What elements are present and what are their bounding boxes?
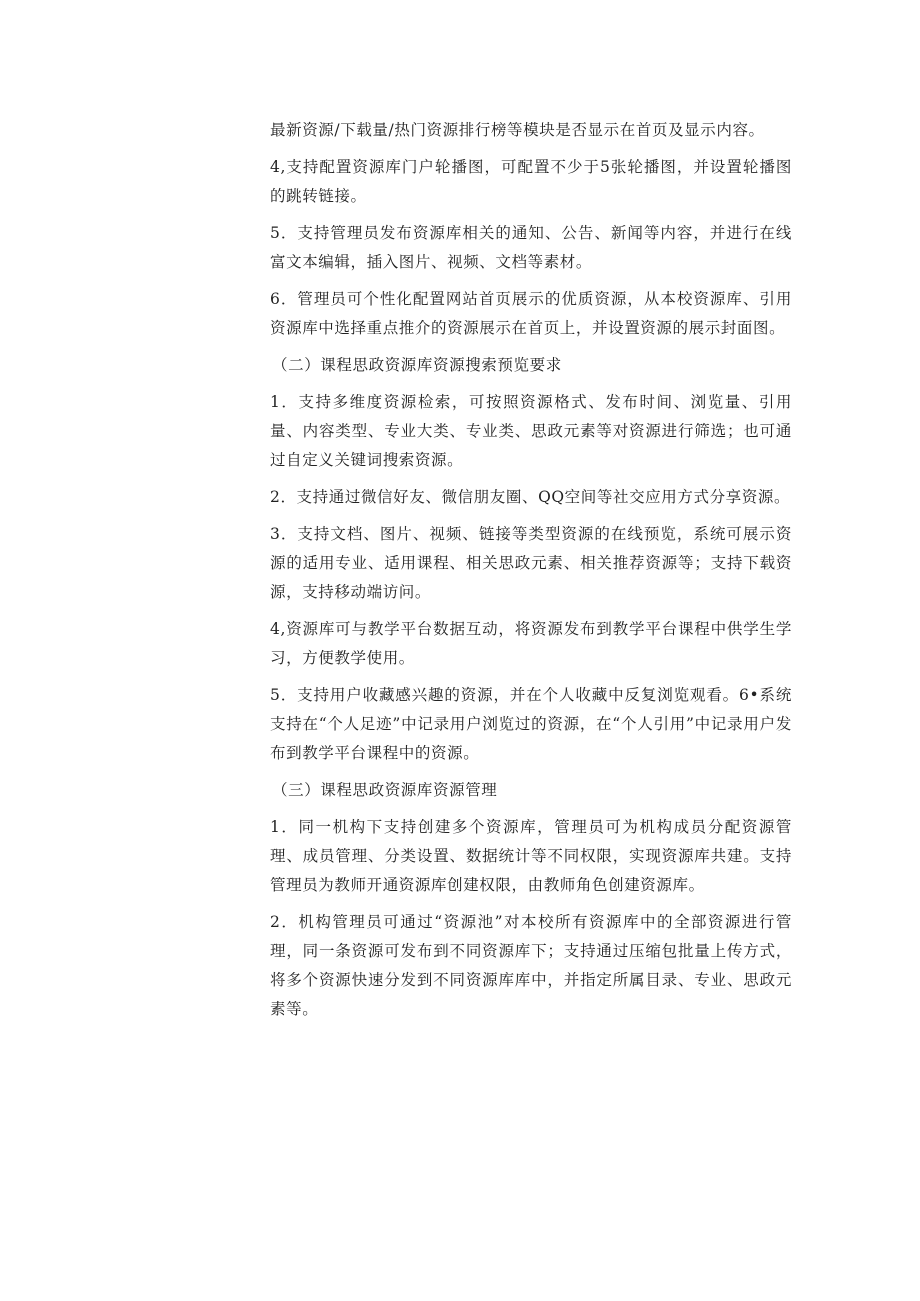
para-multi-search: 1．支持多维度资源检索，可按照资源格式、发布时间、浏览量、引用量、内容类型、专业大类、专业类、思政元素等对资源进行筛选；也可通过自定义关键词搜索资源。	[270, 393, 792, 469]
heading-search-preview: （二）课程思政资源库资源搜索预览要求	[272, 356, 562, 374]
para-platform-interaction: 4,资源库可与教学平台数据互动，将资源发布到教学平台课程中供学生学习，方便教学使用。	[270, 620, 792, 667]
para-online-preview: 3．支持文档、图片、视频、链接等类型资源的在线预览，系统可展示资源的适用专业、适用课程、相关思政元素、相关推荐资源等；支持下载资源，支持移动端访问。	[270, 525, 792, 601]
document-body	[270, 116, 792, 1024]
heading-resource-management: （三）课程思政资源库资源管理	[272, 781, 498, 799]
para-carousel-config: 4,支持配置资源库门户轮播图，可配置不少于5张轮播图，并设置轮播图的跳转链接。	[270, 158, 792, 205]
para-favorites-history: 5．支持用户收藏感兴趣的资源，并在个人收藏中反复浏览观看。6•系统支持在“个人足迹”中记录用户浏览过的资源，在“个人引用”中记录用户发布到教学平台课程中的资源。	[270, 686, 792, 762]
para-featured-resources: 6．管理员可个性化配置网站首页展示的优质资源，从本校资源库、引用资源库中选择重点推介的资源展示在首页上，并设置资源的展示封面图。	[270, 290, 792, 337]
para-social-share: 2．支持通过微信好友、微信朋友圈、QQ空间等社交应用方式分享资源。	[270, 488, 791, 506]
para-resource-pool: 2．机构管理员可通过“资源池”对本校所有资源库中的全部资源进行管理，同一条资源可发布到不同资源库下；支持通过压缩包批量上传方式，将多个资源快速分发到不同资源库库中，并指定所属目录、专业、思政元素等。	[270, 913, 792, 1018]
para-multi-library: 1．同一机构下支持创建多个资源库，管理员可为机构成员分配资源管理、成员管理、分类设置、数据统计等不同权限，实现资源库共建。支持管理员为教师开通资源库创建权限，由教师角色创建资源库。	[270, 818, 792, 894]
para-modules-display: 最新资源/下载量/热门资源排行榜等模块是否显示在首页及显示内容。	[270, 121, 765, 139]
para-publish-notice: 5．支持管理员发布资源库相关的通知、公告、新闻等内容，并进行在线富文本编辑，插入图片、视频、文档等素材。	[270, 224, 792, 271]
